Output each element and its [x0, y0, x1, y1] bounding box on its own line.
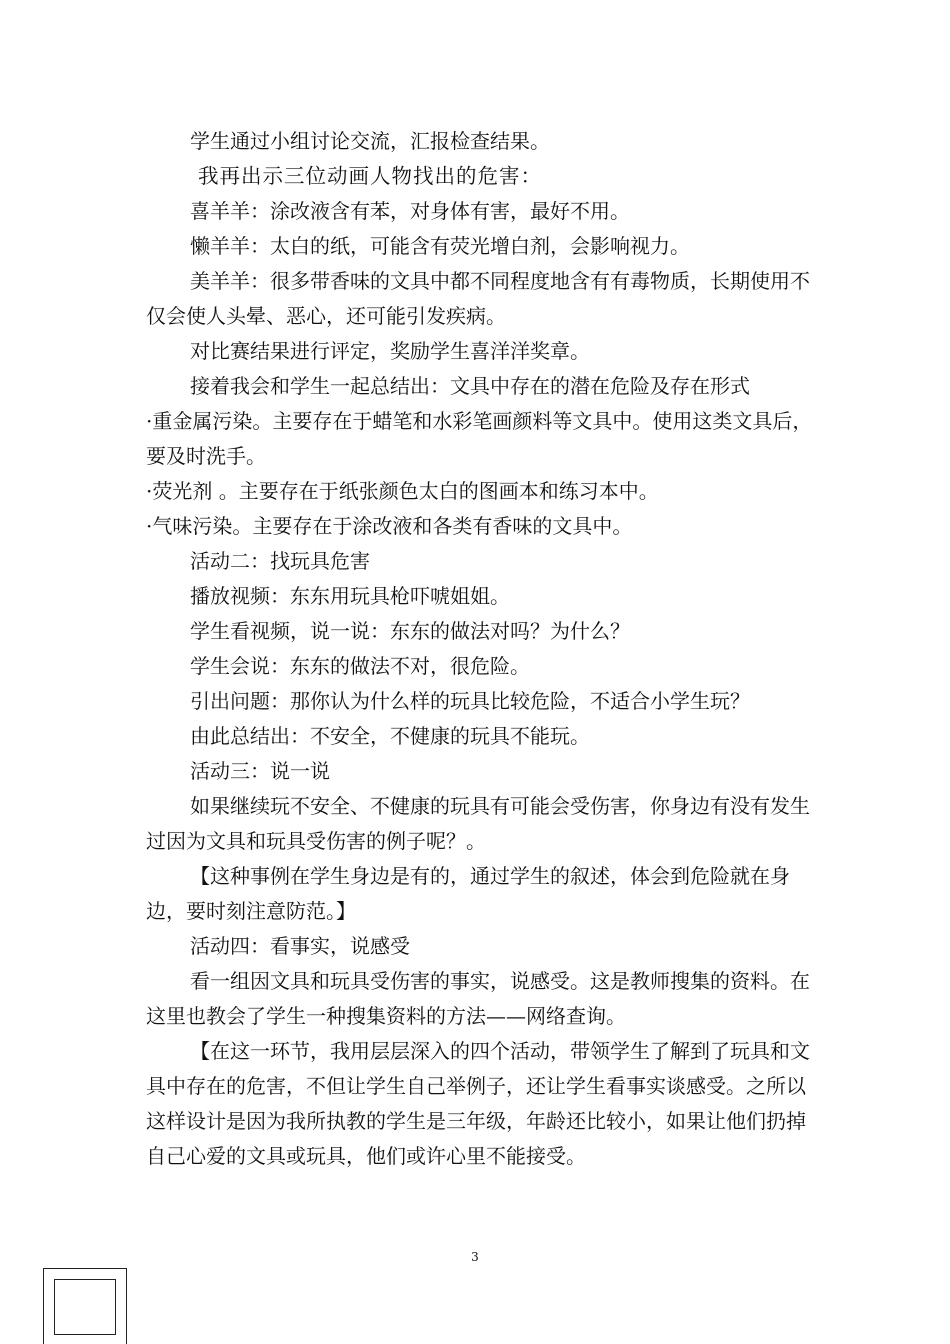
- bullet-paragraph: ·荧光剂 。主要存在于纸张颜色太白的图画本和练习本中。: [146, 479, 659, 503]
- paragraph: 看一组因文具和玩具受伤害的事实，说感受。这是教师搜集的资料。在这里也教会了学生一种搜集资料的方法——网络查询。: [146, 969, 810, 1028]
- paragraph: 接着我会和学生一起总结出：文具中存在的潜在危险及存在形式: [190, 374, 750, 398]
- paragraph: 活动三：说一说: [190, 759, 330, 783]
- paragraph: 我再出示三位动画人物找出的危害：: [198, 164, 542, 188]
- paragraph: 活动二：找玩具危害: [190, 549, 370, 573]
- paragraph: 活动四：看事实，说感受: [190, 934, 410, 958]
- bullet-paragraph: ·气味污染。主要存在于涂改液和各类有香味的文具中。: [146, 514, 633, 538]
- paragraph: 学生看视频，说一说：东东的做法对吗？为什么？: [190, 619, 630, 643]
- corner-box-mark: [43, 1268, 127, 1344]
- body-text: [146, 124, 816, 1174]
- paragraph: 喜羊羊：涂改液含有苯，对身体有害，最好不用。: [190, 199, 630, 223]
- paragraph: 引出问题：那你认为什么样的玩具比较危险，不适合小学生玩？: [190, 689, 750, 713]
- corner-box-inner: [54, 1279, 116, 1335]
- page-number: 3: [471, 1250, 479, 1264]
- paragraph: 如果继续玩不安全、不健康的玩具有可能会受伤害，你身边有没有发生过因为文具和玩具受伤害的例子呢？。: [146, 794, 810, 853]
- paragraph: 【这种事例在学生身边是有的，通过学生的叙述，体会到危险就在身边，要时刻注意防范。】: [146, 864, 790, 923]
- paragraph: 学生会说：东东的做法不对，很危险。: [190, 654, 530, 678]
- paragraph: 对比赛结果进行评定，奖励学生喜洋洋奖章。: [190, 339, 590, 363]
- paragraph: 由此总结出：不安全，不健康的玩具不能玩。: [190, 724, 590, 748]
- bullet-paragraph: ·重金属污染。主要存在于蜡笔和水彩笔画颜料等文具中。使用这类文具后，要及时洗手。: [146, 409, 813, 468]
- paragraph: 美羊羊：很多带香味的文具中都不同程度地含有有毒物质，长期使用不仅会使人头晕、恶心，还可能引发疾病。: [146, 269, 810, 328]
- paragraph: 【在这一环节，我用层层深入的四个活动，带领学生了解到了玩具和文具中存在的危害，不但让学生自己举例子，还让学生看事实谈感受。之所以这样设计是因为我所执教的学生是三年级，年龄还比较小，如果让他们扔掉自己心爱的文具或玩具，他们或许心里不能接受。: [146, 1039, 810, 1168]
- paragraph: 学生通过小组讨论交流，汇报检查结果。: [190, 129, 550, 153]
- paragraph: 懒羊羊：太白的纸，可能含有荧光增白剂，会影响视力。: [190, 234, 690, 258]
- paragraph: 播放视频：东东用玩具枪吓唬姐姐。: [190, 584, 510, 608]
